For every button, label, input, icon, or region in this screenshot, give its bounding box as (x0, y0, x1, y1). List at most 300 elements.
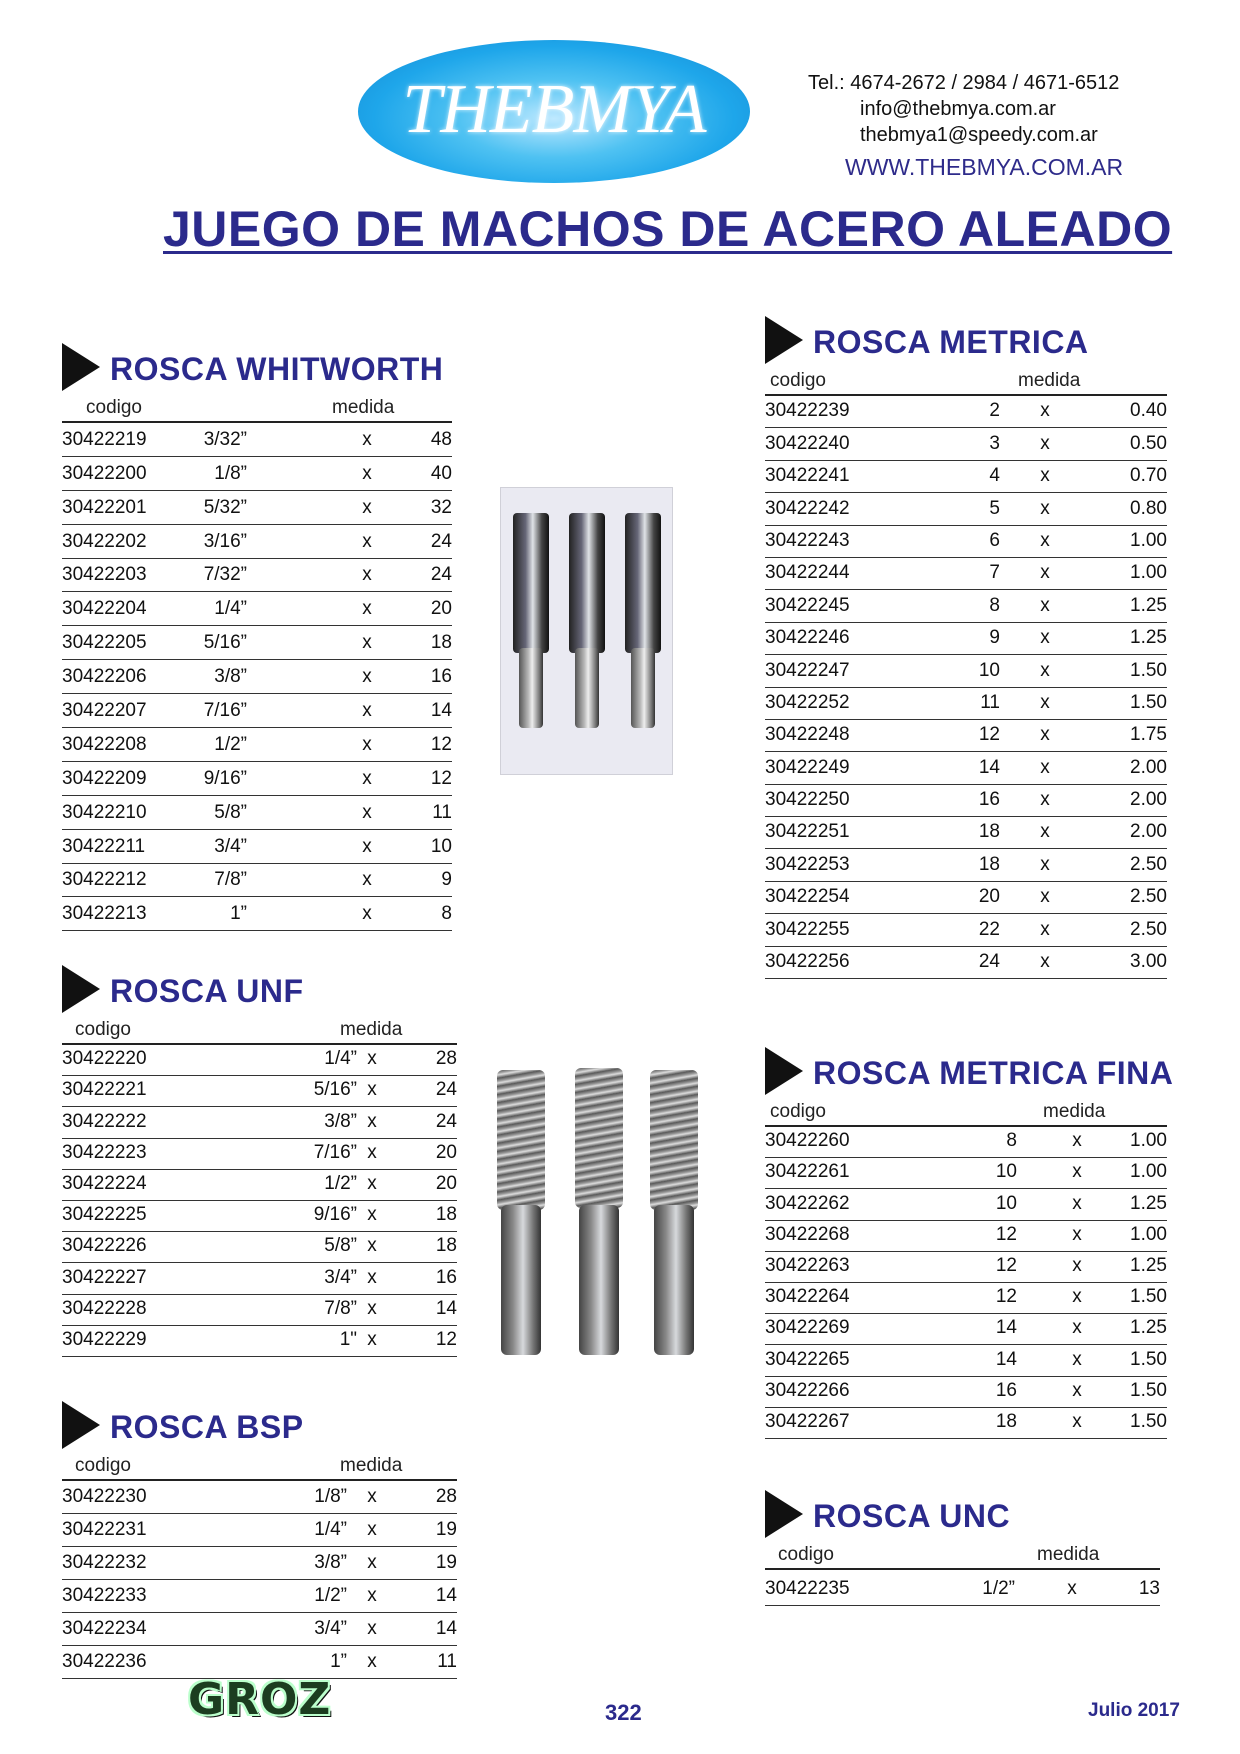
multiply-sign: x (1072, 1348, 1082, 1370)
multiply-sign: x (1072, 1192, 1082, 1214)
thread-pitch: 2.00 (1130, 789, 1167, 811)
table-row (765, 688, 1167, 720)
thread-size: 7/32” (203, 564, 247, 586)
product-code: 30422249 (765, 756, 850, 778)
multiply-sign: x (367, 1266, 377, 1288)
thread-pitch: 2.50 (1130, 886, 1167, 908)
thread-pitch: 8 (441, 903, 452, 925)
tap-shank-image (654, 1205, 694, 1355)
product-code: 30422256 (765, 951, 850, 973)
section-title: ROSCA METRICA FINA (813, 1055, 1174, 1091)
tap-shank-image (519, 648, 543, 728)
triangle-bullet-icon (765, 1047, 803, 1095)
section-metrica (765, 316, 1167, 979)
thread-size: 12 (995, 1254, 1017, 1276)
thread-pitch: 1.50 (1130, 691, 1167, 713)
multiply-sign: x (362, 598, 372, 620)
table-row (62, 559, 452, 593)
product-code: 30422205 (62, 632, 147, 654)
thread-size: 5/8” (214, 801, 247, 823)
thread-pitch: 20 (435, 1172, 457, 1194)
thread-size: 1” (330, 1651, 347, 1672)
thread-size: 3/16” (203, 530, 247, 552)
multiply-sign: x (362, 801, 372, 823)
table-row (765, 947, 1167, 979)
thread-pitch: 1.00 (1130, 1223, 1167, 1245)
product-code: 30422242 (765, 497, 850, 519)
tap-set-photo (500, 487, 673, 775)
thread-size: 14 (995, 1317, 1017, 1339)
thread-size: 5/16” (313, 1079, 357, 1101)
email-secondary[interactable]: thebmya1@speedy.com.ar (860, 124, 1098, 146)
thread-size: 11 (980, 691, 1000, 713)
thread-pitch: 24 (435, 1110, 457, 1132)
multiply-sign: x (362, 462, 372, 484)
product-code: 30422201 (62, 496, 147, 518)
multiply-sign: x (367, 1552, 377, 1573)
section-title: ROSCA WHITWORTH (110, 351, 444, 387)
thread-pitch: 2.50 (1130, 918, 1167, 940)
tap-plug-image (575, 1068, 623, 1208)
product-code: 30422212 (62, 869, 147, 891)
triangle-bullet-icon (62, 965, 100, 1013)
thread-pitch: 1.25 (1130, 1317, 1167, 1339)
product-code: 30422241 (765, 465, 850, 487)
thread-size: 22 (978, 918, 1000, 940)
product-code: 30422264 (765, 1286, 850, 1308)
thread-pitch: 10 (430, 835, 452, 857)
multiply-sign: x (1040, 789, 1050, 811)
table-row (62, 1263, 457, 1294)
product-code: 30422260 (765, 1130, 850, 1152)
multiply-sign: x (1040, 821, 1050, 843)
thread-size: 10 (995, 1161, 1017, 1183)
table-row (765, 526, 1167, 558)
section-title: ROSCA METRICA (813, 324, 1089, 360)
multiply-sign: x (1040, 886, 1050, 908)
thread-size: 2 (989, 400, 1000, 422)
thread-size: 1/2” (982, 1578, 1015, 1599)
product-code: 30422225 (62, 1204, 147, 1226)
product-code: 30422262 (765, 1192, 850, 1214)
thread-size: 5/8” (324, 1235, 357, 1257)
multiply-sign: x (367, 1141, 377, 1163)
multiply-sign: x (1040, 951, 1050, 973)
publication-date: Julio 2017 (1088, 1700, 1180, 1721)
thread-pitch: 1.50 (1130, 1410, 1167, 1432)
thread-pitch: 14 (430, 700, 452, 722)
product-code: 30422233 (62, 1585, 147, 1606)
column-header (765, 1097, 1167, 1127)
multiply-sign: x (367, 1048, 377, 1070)
table-row (765, 558, 1167, 590)
thread-pitch: 18 (435, 1204, 457, 1226)
multiply-sign: x (1067, 1578, 1077, 1599)
multiply-sign: x (1040, 594, 1050, 616)
thread-pitch: 16 (435, 1266, 457, 1288)
thread-pitch: 12 (430, 767, 452, 789)
column-header-medida: medida (340, 1019, 403, 1040)
column-header-codigo: codigo (75, 1019, 131, 1040)
table-row (765, 396, 1167, 428)
table-row (62, 1139, 457, 1170)
thread-size: 12 (995, 1286, 1017, 1308)
thread-pitch: 0.80 (1130, 497, 1167, 519)
thread-pitch: 0.40 (1130, 400, 1167, 422)
product-code: 30422229 (62, 1328, 147, 1350)
thread-size: 8 (989, 594, 1000, 616)
thread-size: 8 (1006, 1130, 1017, 1152)
thread-size: 1" (339, 1328, 357, 1350)
company-logo (358, 40, 750, 183)
table-row (62, 1045, 457, 1076)
product-code: 30422250 (765, 789, 850, 811)
multiply-sign: x (367, 1519, 377, 1540)
table-row (765, 1570, 1160, 1606)
thread-pitch: 1.25 (1130, 1192, 1167, 1214)
table-row (62, 830, 452, 864)
product-code: 30422221 (62, 1079, 147, 1101)
table-row (62, 423, 452, 457)
table-row (62, 1547, 457, 1580)
product-code: 30422208 (62, 733, 147, 755)
thread-size: 9 (989, 627, 1000, 649)
product-code: 30422263 (765, 1254, 850, 1276)
product-code: 30422247 (765, 659, 850, 681)
table-row (62, 626, 452, 660)
table-row (62, 897, 452, 931)
table-row (765, 428, 1167, 460)
product-code: 30422202 (62, 530, 147, 552)
product-code: 30422252 (765, 691, 850, 713)
product-code: 30422243 (765, 529, 850, 551)
table-row (765, 785, 1167, 817)
thread-pitch: 1.25 (1130, 627, 1167, 649)
column-header (62, 393, 452, 423)
thread-pitch: 13 (1138, 1578, 1160, 1599)
product-code: 30422231 (62, 1519, 147, 1540)
multiply-sign: x (362, 564, 372, 586)
multiply-sign: x (1040, 627, 1050, 649)
multiply-sign: x (362, 733, 372, 755)
table-row (62, 796, 452, 830)
table-row (765, 1158, 1167, 1189)
thread-pitch: 32 (430, 496, 452, 518)
multiply-sign: x (362, 835, 372, 857)
section-header (62, 343, 452, 393)
product-code: 30422239 (765, 400, 850, 422)
product-code: 30422261 (765, 1161, 850, 1183)
thread-pitch: 9 (441, 869, 452, 891)
product-code: 30422228 (62, 1297, 147, 1319)
thread-size: 5 (989, 497, 1000, 519)
thread-size: 1/2” (314, 1585, 347, 1606)
email-primary[interactable]: info@thebmya.com.ar (860, 98, 1056, 120)
section-title: ROSCA UNC (813, 1498, 1011, 1534)
product-code: 30422227 (62, 1266, 147, 1288)
thread-pitch: 1.50 (1130, 1379, 1167, 1401)
table-row (62, 864, 452, 898)
product-code: 30422244 (765, 562, 850, 584)
triangle-bullet-icon (62, 343, 100, 391)
column-header (62, 1015, 457, 1045)
tap-bottoming-image (650, 1070, 698, 1210)
thread-pitch: 24 (430, 530, 452, 552)
section-title: ROSCA BSP (110, 1409, 304, 1445)
product-code: 30422207 (62, 700, 147, 722)
thread-size: 3/4” (324, 1266, 357, 1288)
product-code: 30422211 (62, 835, 146, 857)
thread-pitch: 14 (435, 1585, 457, 1606)
product-code: 30422240 (765, 432, 850, 454)
thread-pitch: 1.25 (1130, 594, 1167, 616)
thread-pitch: 12 (435, 1328, 457, 1350)
thread-pitch: 40 (430, 462, 452, 484)
thread-pitch: 1.00 (1130, 1130, 1167, 1152)
product-code: 30422236 (62, 1651, 147, 1672)
product-code: 30422251 (765, 821, 850, 843)
thread-size: 18 (978, 853, 1000, 875)
thread-size: 9/16” (203, 767, 247, 789)
page-title: JUEGO DE MACHOS DE ACERO ALEADO (163, 201, 1173, 257)
thread-pitch: 12 (430, 733, 452, 755)
thread-pitch: 28 (435, 1048, 457, 1070)
product-code: 30422210 (62, 801, 147, 823)
page-number: 322 (605, 1700, 642, 1725)
multiply-sign: x (362, 700, 372, 722)
thread-pitch: 19 (435, 1552, 457, 1573)
thread-size: 9/16” (313, 1204, 357, 1226)
thread-pitch: 2.00 (1130, 756, 1167, 778)
section-whitworth (62, 343, 452, 931)
triangle-bullet-icon (62, 1401, 100, 1449)
multiply-sign: x (367, 1297, 377, 1319)
product-code: 30422254 (765, 886, 850, 908)
multiply-sign: x (1072, 1130, 1082, 1152)
multiply-sign: x (362, 767, 372, 789)
tap-shank-image (501, 1205, 541, 1355)
multiply-sign: x (362, 428, 372, 450)
thread-pitch: 1.50 (1130, 1286, 1167, 1308)
product-code: 30422246 (765, 627, 850, 649)
thread-size: 7/16” (203, 700, 247, 722)
table-row (765, 914, 1167, 946)
thread-pitch: 2.50 (1130, 853, 1167, 875)
table-row (765, 752, 1167, 784)
thread-size: 3/32” (203, 428, 247, 450)
thread-size: 5/16” (203, 632, 247, 654)
section-header (765, 1490, 1160, 1540)
thread-pitch: 3.00 (1130, 951, 1167, 973)
thread-pitch: 1.75 (1130, 724, 1167, 746)
thread-size: 7/8” (324, 1297, 357, 1319)
thread-size: 10 (995, 1192, 1017, 1214)
multiply-sign: x (1072, 1254, 1082, 1276)
thread-size: 20 (978, 886, 1000, 908)
thread-size: 14 (978, 756, 1000, 778)
product-code: 30422203 (62, 564, 147, 586)
section-bsp (62, 1401, 457, 1679)
column-header-medida: medida (340, 1455, 403, 1476)
thread-pitch: 1.50 (1130, 1348, 1167, 1370)
multiply-sign: x (367, 1486, 377, 1507)
multiply-sign: x (362, 632, 372, 654)
section-header (62, 1401, 457, 1451)
table-row (765, 849, 1167, 881)
multiply-sign: x (1040, 529, 1050, 551)
table-row (62, 1326, 457, 1357)
thread-pitch: 1.00 (1130, 562, 1167, 584)
table-row (62, 1201, 457, 1232)
tap-bottoming-image (625, 513, 661, 653)
thread-pitch: 14 (435, 1618, 457, 1639)
column-header-codigo: codigo (75, 1455, 131, 1476)
thread-size: 16 (995, 1379, 1017, 1401)
table-row (62, 592, 452, 626)
product-code: 30422248 (765, 724, 850, 746)
table-row (765, 493, 1167, 525)
thread-pitch: 24 (435, 1079, 457, 1101)
multiply-sign: x (1072, 1410, 1082, 1432)
column-header (765, 366, 1167, 396)
multiply-sign: x (367, 1235, 377, 1257)
multiply-sign: x (1072, 1379, 1082, 1401)
section-title: ROSCA UNF (110, 973, 304, 1009)
product-code: 30422220 (62, 1048, 147, 1070)
table-row (62, 1580, 457, 1613)
table-row (765, 1314, 1167, 1345)
multiply-sign: x (367, 1079, 377, 1101)
multiply-sign: x (1040, 465, 1050, 487)
product-code: 30422200 (62, 462, 147, 484)
multiply-sign: x (1040, 400, 1050, 422)
thread-pitch: 28 (435, 1486, 457, 1507)
table-row (62, 1076, 457, 1107)
section-unc (765, 1490, 1160, 1606)
multiply-sign: x (1072, 1161, 1082, 1183)
product-code: 30422223 (62, 1141, 147, 1163)
thread-pitch: 16 (430, 666, 452, 688)
table-row (765, 1221, 1167, 1252)
thread-size: 12 (978, 724, 1000, 746)
multiply-sign: x (1040, 853, 1050, 875)
thread-size: 1/2” (324, 1172, 357, 1194)
tap-taper-image (497, 1070, 545, 1210)
thread-pitch: 1.25 (1130, 1254, 1167, 1276)
logo-text: THEBMYA (402, 71, 706, 148)
multiply-sign: x (367, 1651, 377, 1672)
website-link[interactable]: WWW.THEBMYA.COM.AR (845, 154, 1124, 180)
table-row (765, 590, 1167, 622)
thread-size: 3 (989, 432, 1000, 454)
tap-shank-image (579, 1205, 619, 1355)
thread-size: 4 (989, 465, 1000, 487)
thread-pitch: 18 (435, 1235, 457, 1257)
product-code: 30422230 (62, 1486, 147, 1507)
product-code: 30422253 (765, 853, 850, 875)
multiply-sign: x (367, 1585, 377, 1606)
multiply-sign: x (362, 903, 372, 925)
tap-taper-image (513, 513, 549, 653)
multiply-sign: x (1040, 432, 1050, 454)
tap-shank-image (631, 648, 655, 728)
multiply-sign: x (362, 869, 372, 891)
product-code: 30422204 (62, 598, 147, 620)
multiply-sign: x (362, 496, 372, 518)
thread-pitch: 11 (432, 801, 452, 823)
table-row (62, 1232, 457, 1263)
multiply-sign: x (1040, 756, 1050, 778)
product-code: 30422234 (62, 1618, 147, 1639)
product-code: 30422206 (62, 666, 147, 688)
table-row (765, 720, 1167, 752)
thread-size: 1/4” (214, 598, 247, 620)
thread-pitch: 24 (430, 564, 452, 586)
thread-size: 1/8” (314, 1486, 347, 1507)
product-code: 30422222 (62, 1110, 147, 1132)
section-unf (62, 965, 457, 1357)
thread-size: 5/32” (203, 496, 247, 518)
thread-size: 3/8” (314, 1552, 347, 1573)
multiply-sign: x (1040, 562, 1050, 584)
groz-logo: GROZ (188, 1674, 332, 1725)
thread-pitch: 48 (430, 428, 452, 450)
thread-size: 7/16” (313, 1141, 357, 1163)
table-row (765, 461, 1167, 493)
thread-pitch: 20 (430, 598, 452, 620)
table-row (62, 457, 452, 491)
multiply-sign: x (367, 1618, 377, 1639)
section-metrica-fina (765, 1047, 1174, 1439)
column-header-codigo: codigo (86, 397, 142, 418)
thread-size: 1/8” (214, 462, 247, 484)
table-row (62, 728, 452, 762)
thread-size: 7/8” (214, 869, 247, 891)
column-header-codigo: codigo (770, 370, 826, 391)
product-code: 30422213 (62, 903, 147, 925)
thread-size: 14 (995, 1348, 1017, 1370)
thread-size: 12 (995, 1223, 1017, 1245)
table-row (765, 882, 1167, 914)
triangle-bullet-icon (765, 1490, 803, 1538)
product-code: 30422232 (62, 1552, 147, 1573)
column-header-medida: medida (1037, 1544, 1100, 1565)
column-header-codigo: codigo (778, 1544, 834, 1565)
multiply-sign: x (1040, 497, 1050, 519)
column-header-medida: medida (1043, 1101, 1106, 1122)
taps-photo (495, 1060, 715, 1360)
column-header (765, 1540, 1160, 1570)
table-row (765, 1283, 1167, 1314)
multiply-sign: x (1040, 724, 1050, 746)
table-row (765, 1252, 1167, 1283)
table-row (62, 1170, 457, 1201)
table-row (62, 1295, 457, 1326)
multiply-sign: x (1072, 1317, 1082, 1339)
thread-pitch: 20 (435, 1141, 457, 1163)
multiply-sign: x (1072, 1286, 1082, 1308)
product-code: 30422269 (765, 1317, 850, 1339)
thread-pitch: 0.50 (1130, 432, 1167, 454)
multiply-sign: x (1040, 691, 1050, 713)
multiply-sign: x (362, 666, 372, 688)
multiply-sign: x (1040, 659, 1050, 681)
table-row (62, 525, 452, 559)
section-header (765, 1047, 1174, 1097)
table-row (765, 1377, 1167, 1408)
table-row (765, 817, 1167, 849)
thread-pitch: 1.00 (1130, 529, 1167, 551)
